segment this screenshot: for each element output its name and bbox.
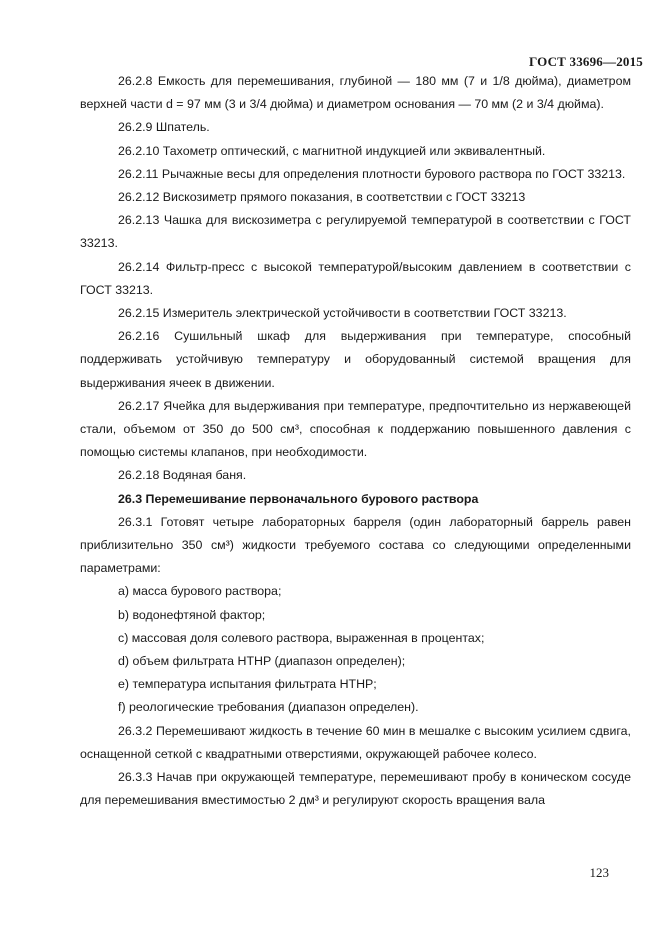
- document-standard-id: ГОСТ 33696—2015: [528, 54, 643, 69]
- paragraph: 26.2.13 Чашка для вискозиметра с регулируемой температурой в соответствии с ГОСТ 33213.: [80, 213, 631, 251]
- paragraph: 26.3.2 Перемешивают жидкость в течение 60 мин в мешалке с высоким усилием сдвига, оснащенной сеткой с квадратными отверстиями, окружающей рабочее колесо.: [80, 723, 631, 761]
- paragraph: 26.2.10 Тахометр оптический, с магнитной индукцией или эквивалентный.: [118, 143, 546, 158]
- section-intro-paragraph: 26.3.1 Готовят четыре лабораторных барреля (один лабораторный баррель равен приблизительно 350 см³) жидкости требуемого состава со следующими определенными параметрами:: [80, 514, 631, 576]
- paragraph: 26.2.15 Измеритель электрической устойчивости в соответствии ГОСТ 33213.: [118, 306, 567, 321]
- paragraph: 26.2.9 Шпатель.: [118, 120, 210, 135]
- paragraph: 26.2.8 Емкость для перемешивания, глубиной — 180 мм (7 и 1/8 дюйма), диаметром верхней части d = 97 мм (3 и 3/4 дюйма) и диаметром основания — 70 мм (2 и 3/4 дюйма).: [80, 74, 631, 112]
- paragraph: 26.2.16 Сушильный шкаф для выдерживания при температуре, способный поддерживать устойчивую температуру и оборудованный системой вращения для выдерживания ячеек в движении.: [80, 329, 631, 390]
- list-item: а) масса бурового раствора;: [118, 584, 282, 599]
- paragraph: 26.2.12 Вискозиметр прямого показания, в соответствии с ГОСТ 33213: [118, 190, 526, 205]
- paragraph: 26.2.11 Рычажные весы для определения плотности бурового раствора по ГОСТ 33213.: [118, 166, 626, 181]
- list-item: с) массовая доля солевого раствора, выраженная в процентах;: [118, 630, 485, 645]
- list-item: b) водонефтяной фактор;: [118, 607, 266, 622]
- list-item: d) объем фильтрата HTHP (диапазон определен);: [118, 654, 406, 669]
- paragraph: 26.2.14 Фильтр-пресс с высокой температурой/высоким давлением в соответствии с ГОСТ 33213.: [80, 259, 631, 297]
- page-number: 123: [589, 865, 609, 880]
- list-item: f) реологические требования (диапазон определен).: [118, 700, 419, 715]
- list-item: е) температура испытания фильтрата HTHP;: [118, 677, 377, 692]
- paragraph: 26.3.3 Начав при окружающей температуре, перемешивают пробу в коническом сосуде для перемешивания вместимостью 2 дм³ и регулируют скорость вращения вала: [80, 770, 631, 808]
- section-heading: 26.3 Перемешивание первоначального бурового раствора: [118, 491, 479, 506]
- document-body: [80, 70, 631, 813]
- paragraph: 26.2.17 Ячейка для выдерживания при температуре, предпочтительно из нержавеющей стали, объемом от 350 до 500 см³, способная к поддержанию повышенного давления с помощью системы клапанов, при необходимости.: [80, 398, 631, 460]
- paragraph: 26.2.18 Водяная баня.: [118, 468, 247, 483]
